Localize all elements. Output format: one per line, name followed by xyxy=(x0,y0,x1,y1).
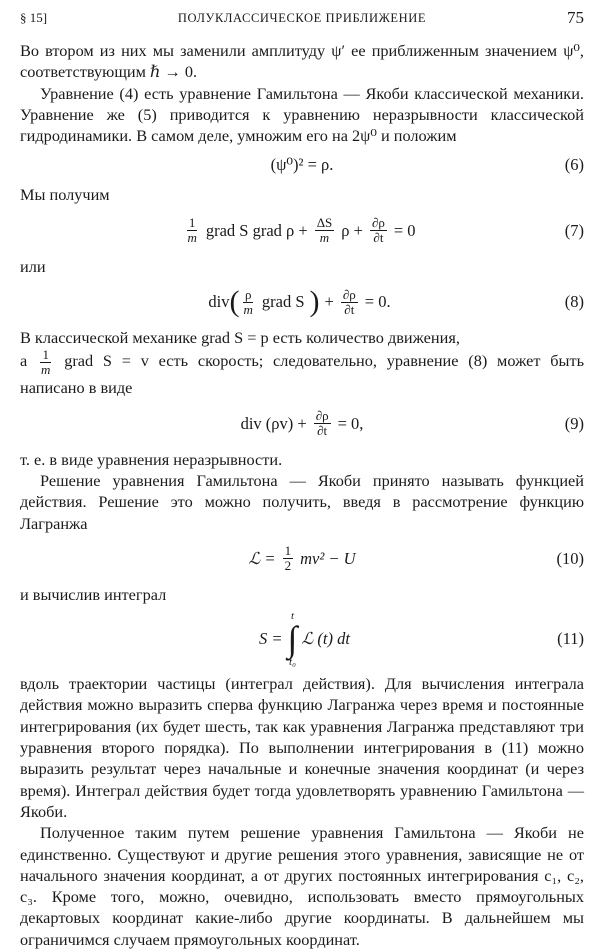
equation-7-number: (7) xyxy=(564,220,584,240)
integral-lower-limit: t₀ xyxy=(289,656,296,669)
eq10-rhs: mv² − U xyxy=(300,548,356,568)
page-number: 75 xyxy=(567,8,584,27)
equation-11-number: (11) xyxy=(557,629,584,649)
paragraph-5b: а $\frac{1}{m}$ grad S = v есть скорость; следовательно, уравнение (8) может быть написано в виде xyxy=(20,347,585,398)
paragraph-6: т. е. в виде уравнения неразрывности. xyxy=(20,449,283,469)
eq9-lhs: div (ρv) + xyxy=(240,413,307,433)
equation-6-number: (6) xyxy=(564,155,584,175)
equation-8-number: (8) xyxy=(564,292,584,312)
eq7-frac-3: $\frac{\partial\rho}{\partial t}$ xyxy=(371,215,385,246)
eq8-rhs: = 0. xyxy=(364,292,391,312)
eq11-integrand: ℒ (t) dt xyxy=(301,629,350,649)
eq7-rho: ρ + xyxy=(341,220,363,240)
equation-6 xyxy=(20,146,584,184)
eq8-frac-1: $\frac{\rho}{m}$ xyxy=(243,286,253,317)
equation-8: div ( $\frac{\rho}{m}$ grad S ) + $\frac{\partial\rho}{\partial t}$ = 0. (8) xyxy=(208,285,584,319)
equation-7 xyxy=(20,206,584,256)
paragraph-1: Во втором из них мы заменили амплитуду ψ′ ее приближенным значением ψ⁰, соответствующим ℏ → 0. xyxy=(20,41,584,82)
equation-10 xyxy=(20,534,584,584)
eq9-rhs: = 0, xyxy=(337,413,364,433)
paragraph-7: Решение уравнения Гамильтона — Якоби принято называть функцией действия. Решение это можно получить, введя в рассмотрение функцию Лагранжа xyxy=(20,470,584,533)
eq7-frac-2: $\frac{\Delta S}{m}$ xyxy=(316,215,333,246)
paragraph-2: Уравнение (4) есть уравнение Гамильтона — Якоби классической механики. Уравнение же (5) приводится к уравнению неразрывности классической гидродинамики. В самом деле, умножим его на 2ψ⁰ и положим xyxy=(20,83,584,146)
equation-10-number: (10) xyxy=(556,548,584,568)
eq7-mid: grad S grad ρ + xyxy=(205,220,308,240)
eq10-frac: $\frac{1}{2}$ xyxy=(284,543,292,574)
eq8-div: div xyxy=(208,292,230,312)
eq11-lhs: S = xyxy=(259,629,283,649)
running-title: ПОЛУКЛАССИЧЕСКОЕ ПРИБЛИЖЕНИЕ xyxy=(177,11,427,25)
eq9-frac: $\frac{\partial\rho}{\partial t}$ xyxy=(315,408,329,439)
paragraph-3: Мы получим xyxy=(20,185,110,205)
paragraph-10: Полученное таким путем решение уравнения Гамильтона — Якоби не единственно. Существуют и другие решения этого уравнения, зависящие не от начального значения координат, а от других постоянных интегрирования c₁, c₂, c₃. Кроме того, можно, очевидно, использовать вместо прямоугольных декартовых координат какие-либо другие координаты. В дальнейшем мы ограничимся случаем прямоугольных координат. xyxy=(20,823,584,949)
paragraph-4: или xyxy=(20,256,46,276)
paragraph-5a: В классической механике grad S = p есть количество движения, xyxy=(20,328,460,348)
equation-9-number: (9) xyxy=(564,413,584,433)
page xyxy=(20,6,584,950)
integral-upper-limit: t xyxy=(290,610,295,623)
equation-9 xyxy=(20,399,584,449)
inline-frac: $\frac{1}{m}$ xyxy=(41,347,51,378)
eq8-plus: + xyxy=(324,292,334,312)
equation-6-expr: (ψ⁰)² = ρ. xyxy=(270,155,334,175)
integral-sign: t ∫ t₀ xyxy=(287,610,298,669)
eq8-frac-2: $\frac{\partial\rho}{\partial t}$ xyxy=(342,286,356,317)
eq7-frac-1: $\frac{1}{m}$ xyxy=(187,215,197,246)
eq7-rhs: = 0 xyxy=(393,220,416,240)
eq8-grad: grad S xyxy=(261,292,305,312)
eq10-lhs: ℒ = xyxy=(248,548,276,568)
paragraph-8: и вычислив интеграл xyxy=(20,584,167,604)
equation-11 xyxy=(20,605,584,673)
section-ref: § 15] xyxy=(20,10,48,25)
paragraph-9: вдоль траектории частицы (интеграл действия). Для вычисления интеграла действия можно выразить сперва функцию Лагранжа через время и постоянные интегрирования (их будет шесть, так как уравнения Лагранжа представляют три уравнения второго порядка). По выполнении интегрирования в (11) можно выразить результат через начальные и конечные значения координат (и через время). Интеграл действия будет тогда удовлетворять уравнению Гамильтона — Якоби. xyxy=(20,674,584,821)
running-header xyxy=(20,6,584,40)
